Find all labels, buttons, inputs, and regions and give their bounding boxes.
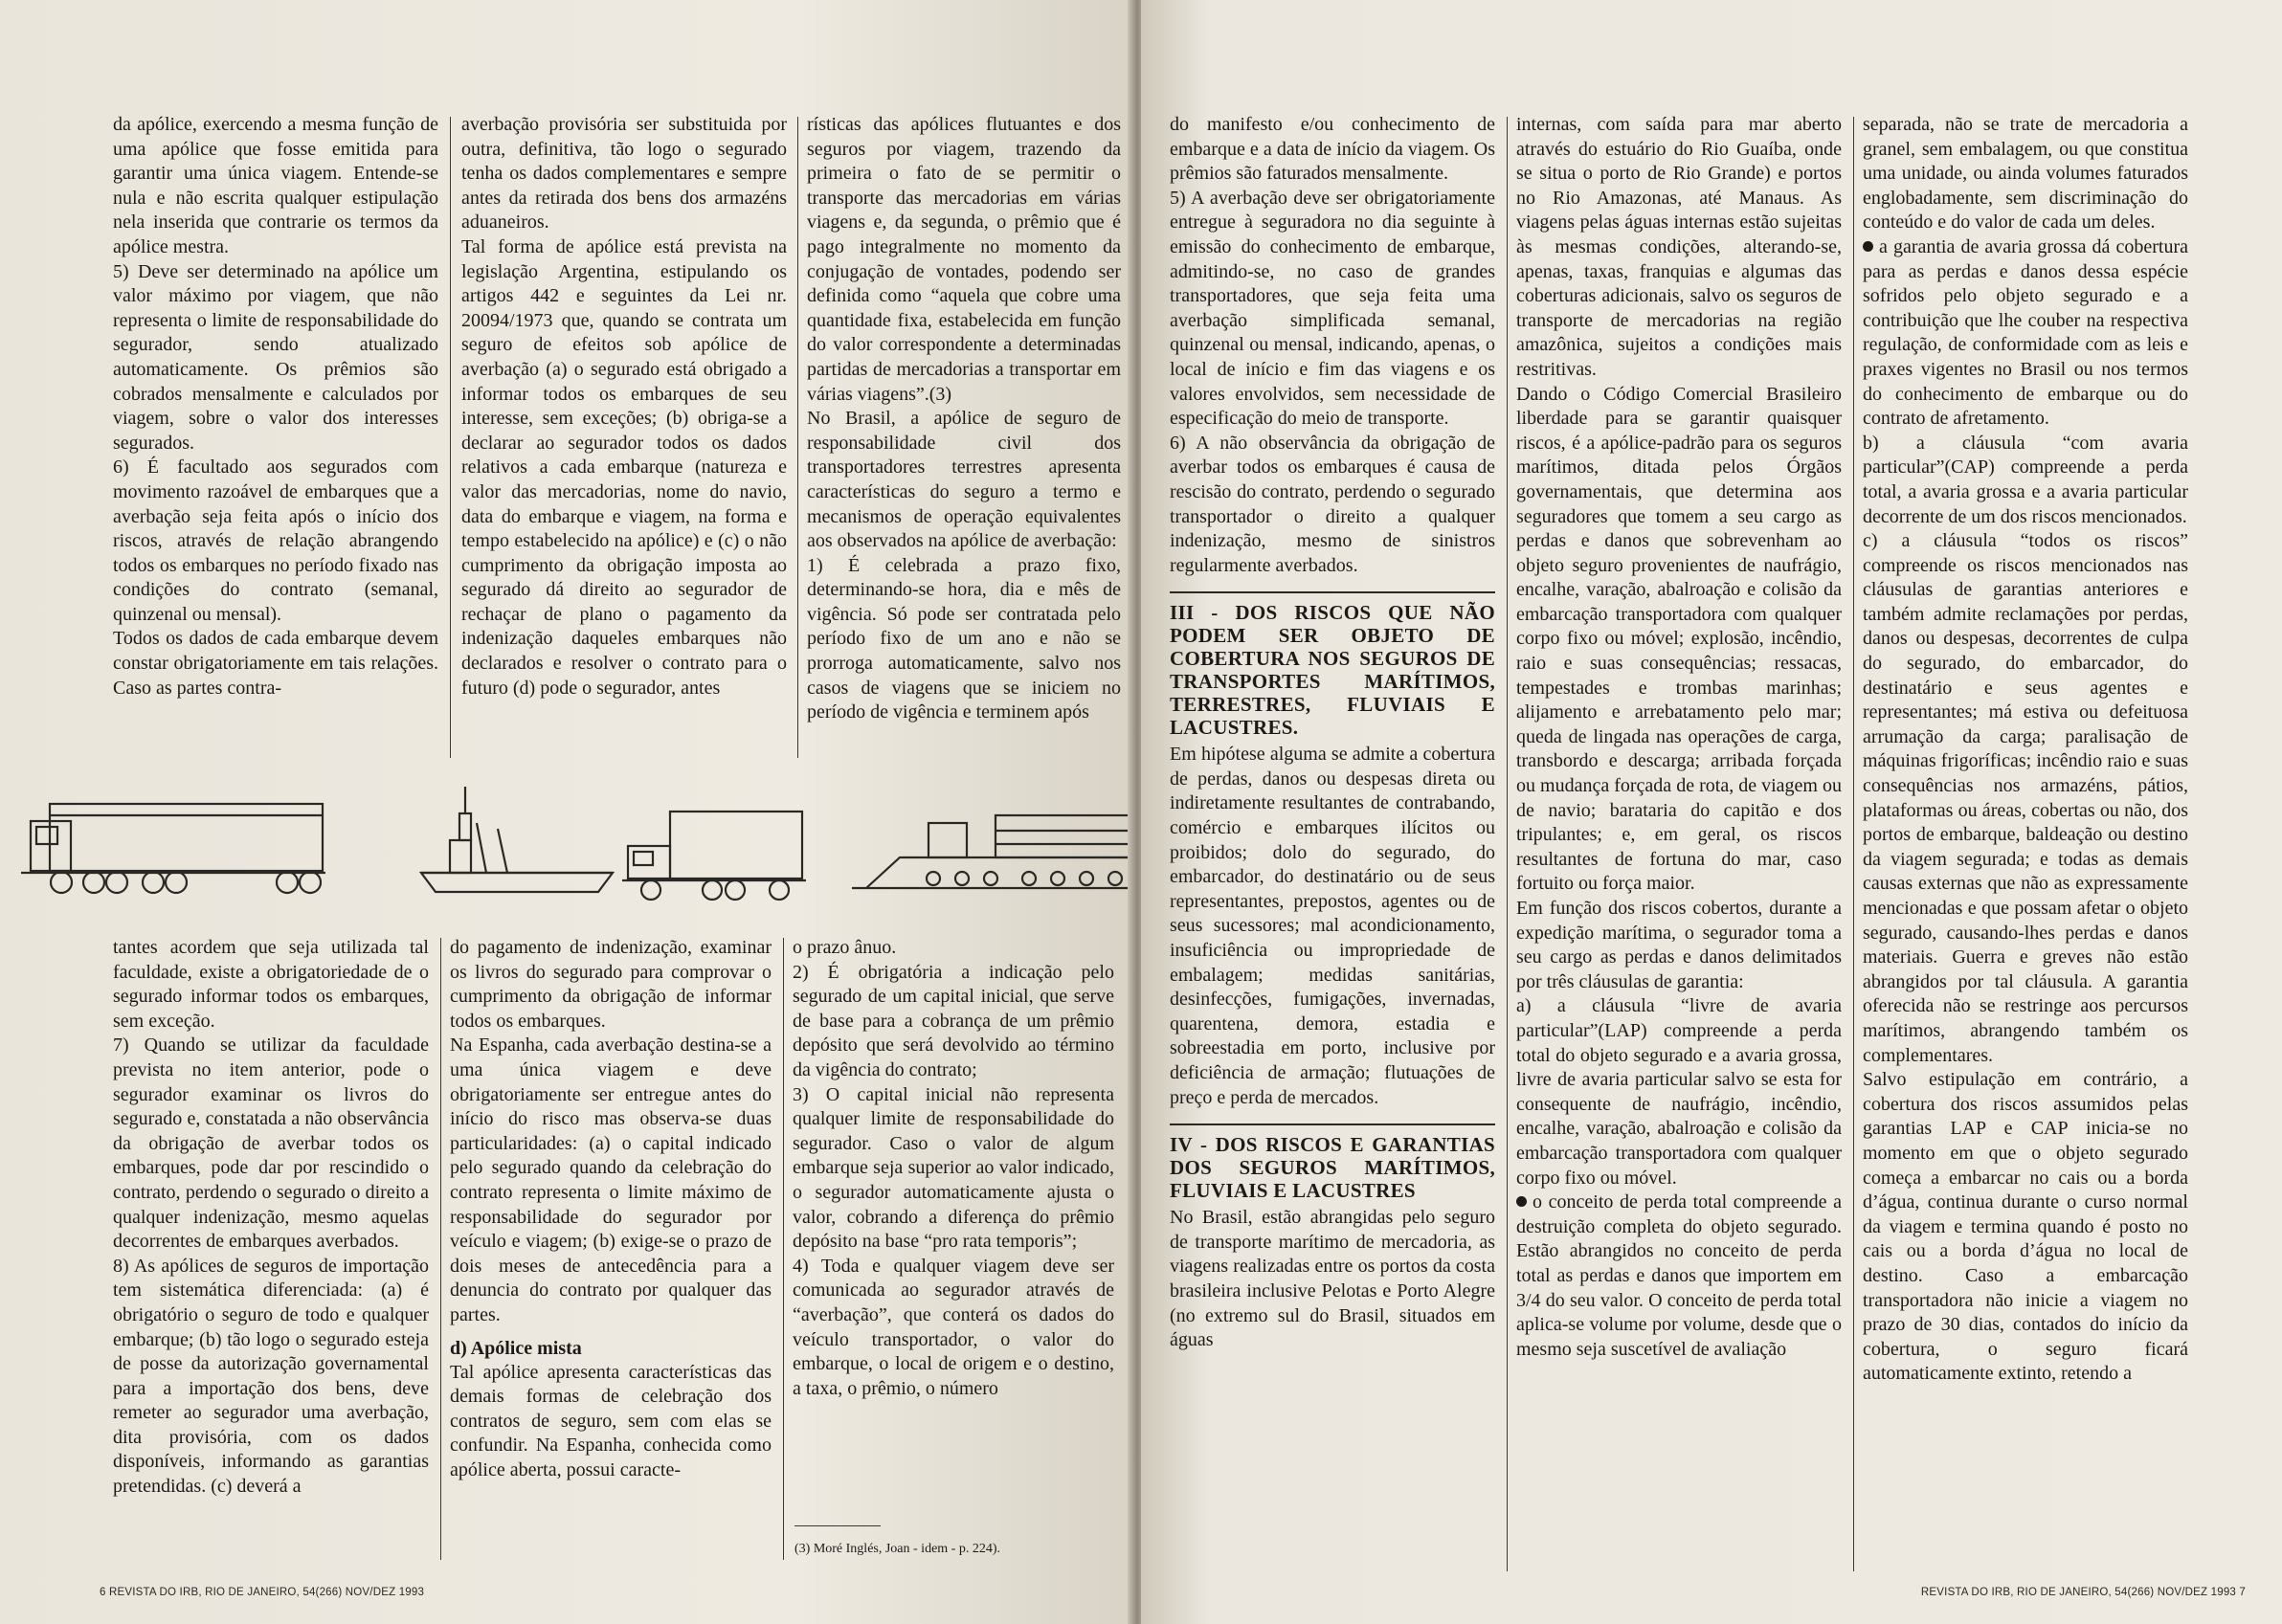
- left-page: [0, 0, 1133, 1624]
- footnote: (3) Moré Inglés, Joan - idem - p. 224).: [794, 1542, 1001, 1556]
- right-column-1: [1170, 113, 1495, 1587]
- text-block: Tal apólice apresenta características das demais formas de celebração dos contratos de seguro, sem com elas se confundir. Na Espanha, conhecida como apólice aberta, possui caracte-: [450, 1361, 772, 1480]
- section-rule: [1170, 1123, 1495, 1125]
- column-rule: [450, 117, 451, 758]
- column-rule: [440, 938, 441, 1560]
- text-block: da apólice, exercendo a mesma função de uma apólice que fosse emitida para garantir uma única viagem. Entende-se nula e não escrita qualquer estipulação nela inserida que contrarie os termos da apólice mestra. 5) Deve ser determinado na apólice um valor máximo por viagem, que não representa o limite de responsabilidade do segurador, sendo atualizado automaticamente. Os prêmios são cobrados mensalmente e calculados por viagem, sobre o valor dos interesses segurados. 6) É facultado aos segurados com movimento razoável de embarques que a averbação seja feita após o início dos riscos, através de relação abrangendo todos os embarques no período fixado nas condições do contrato (semanal, quinzenal ou mensal). Todos os dados de cada embarque devem constar obrigatoriamente em tais relações. Caso as partes contra-: [113, 114, 438, 699]
- text-block: do manifesto e/ou conhecimento de embarque e a data de início da viagem. Os prêmios são faturados mensalmente. 5) A averbação deve ser obrigatoriamente entregue à seguradora no dia seguinte à emissão do conhecimento de embarque, admitindo-se, no caso de grandes transportadores, que seja feita uma averbação simplificada semanal, quinzenal ou mensal, indicando, apenas, o local de início e fim das viagens e os valores envolvidos, sem necessidade de especificação do meio de transporte. 6) A não observância da obrigação de averbar todos os embarques é causa de rescisão do contrato, perdendo o segurado transportador o direito a qualquer indenização, mesmo de sinistros regularmente averbados.: [1170, 114, 1495, 576]
- left-bottom-column-3: [793, 936, 1114, 1472]
- bullet-icon: [1516, 1196, 1527, 1207]
- box-truck-icon: [622, 812, 806, 900]
- right-page: [1141, 0, 2282, 1624]
- text-block: averbação provisória ser substituida por outra, definitiva, tão logo o segurado tenha os dados complementares e sempre antes da retirada dos bens dos armazéns aduaneiros. Tal forma de apólice está prevista na legislação Argentina, estipulando os artigos 442 e seguintes da Lei nr. 20094/1973 que, quando se contrata um seguro de efeitos sob apólice de averbação (a) o segurado está obrigado a informar todos os embarques de seu interesse, sem exceções; (b) obriga-se a declarar ao segurador todos os dados relativos a cada embarque (natureza e valor das mercadorias, nome do navio, data do embarque e viagem, na forma e tempo estabelecido na apólice) e (c) o não cumprimento da obrigação imposta ao segurado dá direito ao segurador de rechaçar de plano o pagamento da indenização daqueles embarques não declarados e resolver o contrato para o futuro (d) pode o segurador, antes: [461, 114, 787, 699]
- right-column-2: [1516, 113, 1842, 1587]
- text-block: internas, com saída para mar aberto através do estuário do Rio Guaíba, onde se situa o porto de Rio Grande) e portos no Rio Amazonas, até Manaus. As viagens pelas águas internas estão sujeitas às mesmas condições, alterando-se, apenas, taxas, franquias e algumas das coberturas adicionais, salvo os seguros de transporte de mercadorias na região amazônica, sujeitos a condições mais restritivas. Dando o Código Comercial Brasileiro liberdade para se garantir quaisquer riscos, é a apólice-padrão para os seguros marítimos, ditada pelos Órgãos governamentais, que determina aos seguradores que tomem a seu cargo as perdas e danos que sobrevenham ao objeto seguro provenientes de naufrágio, encalhe, varação, abalroação e colisão da embarcação transportadora com qualquer corpo fixo ou móvel; explosão, incêndio, raio e suas consequências; ressacas, tempestades e trombas marinhas; alijamento e arrebatamento pelo mar; queda de lingada nas operações de carga, transbordo e descarga; arribada forçada ou mudança forçada de rota, de viagem ou de navio; barataria do capitão e dos tripulantes; e, em geral, os riscos resultantes de fortuna do mar, caso fortuito ou força maior. Em função dos riscos cobertos, durante a expedição marítima, o segurador toma a seu cargo as perdas e danos delimitados por três cláusulas de garantia: a) a cláusula “livre de avaria particular”(LAP) compreende a perda total do objeto segurado e a avaria grossa, livre de avaria particular salvo se esta for consequente de naufrágio, incêndio, encalhe, varação, abalroação e colisão da embarcação transportadora com qualquer corpo fixo ou móvel.: [1516, 114, 1842, 1189]
- heading-section-iv: IV - DOS RISCOS E GARANTIAS DOS SEGUROS MARÍTIMOS, FLUVIAIS E LACUSTRES: [1170, 1133, 1495, 1203]
- column-rule: [1853, 117, 1854, 1571]
- text-block: a garantia de avaria grossa dá cobertura para as perdas e danos dessa espécie sofridos pelo objeto segurado e a contribuição que lhe couber na respectiva regulação, de conformidade com as leis e praxes vigentes no Brasil ou nos termos do conhecimento de embarque ou do contrato de afretamento. b) a cláusula “com avaria particular”(CAP) compreende a perda total, a avaria grossa e a avaria particular decorrente de um dos riscos mencionados. c) a cláusula “todos os riscos” compreende os riscos mencionados nas cláusulas de garantias anteriores e também admite reclamações por perdas, danos ou despesas, decorrentes de culpa do segurado, do embarcador, do destinatário e seus agentes e representantes; má estiva ou defeituosa arrumação da carga; paralisação de máquinas frigoríficas; incêndio raio e suas consequências nos armazéns, pátios, plataformas ou áreas, cobertas ou não, dos portos de embarque, baldeação ou destino da viagem segurada; e todas as demais causas externas que não as expressamente mencionadas e que possam afetar o objeto segurado, causando-lhes perdas e danos materiais. Guerra e greves não estão abrangidos por tal cláusula. A garantia oferecida não se restringe aos percursos marítimos, abrangendo também os complementares. Salvo estipulação em contrário, a cobertura dos riscos assumidos pelas garantias LAP e CAP inicia-se no momento em que o objeto segurado começa a embarcar no cais ou a borda d’água, continua durante o curso normal da viagem e termina quando é posto no cais ou a borda d’água no local de destino. Caso a embarcação transportadora não inicie a viagem no prazo de 30 dias, contados do início da cobertura, o seguro ficará automaticamente extinto, retendo a: [1863, 235, 2188, 1385]
- left-top-column-3: [807, 113, 1121, 754]
- text-block: o prazo ânuo. 2) É obrigatória a indicação pelo segurado de um capital inicial, que serve de base para a cobrança de um prêmio depósito que será devolvido ao término da vigência do contrato; 3) O capital inicial não representa qualquer limite de responsabilidade do segurador. Caso o valor de algum embarque seja superior ao valor indicado, o segurador automaticamente ajusta o valor, cobrando a diferença do prêmio depósito na base “pro rata temporis”; 4) Toda e qualquer viagem deve ser comunicada ao segurador através de “averbação”, que conterá os dados do veículo transportador, o valor do embarque, o local de origem e o destino, a taxa, o prêmio, o número: [793, 937, 1114, 1399]
- bullet-paragraph: [1863, 235, 2188, 1387]
- page-folio: 6 REVISTA DO IRB, RIO DE JANEIRO, 54(266) NOV/DEZ 1993: [100, 1587, 425, 1598]
- left-top-column-1: [113, 113, 438, 754]
- right-column-3: [1863, 113, 2188, 1587]
- locomotive-icon: [852, 815, 1133, 888]
- left-top-column-2: [461, 113, 787, 754]
- bullet-paragraph: [1516, 1190, 1842, 1362]
- column-rule: [797, 117, 798, 758]
- text-block: No Brasil, estão abrangidas pelo seguro de transporte marítimo de mercadoria, as viagens realizadas entre os portos da costa brasileira inclusive Pelotas e Porto Alegre (no extremo sul do Brasil, situados em águas: [1170, 1207, 1495, 1351]
- text-block: Em hipótese alguma se admite a cobertura de perdas, danos ou despesas direta ou indiretamente resultantes de contrabando, comércio e embarques ilícitos ou proibidos; dolo do segurado, do embarcador, do destinatário ou de seus representantes, prepostos, agentes ou de seus sucessores; mal acondicionamento, insuficiência ou impropriedade de embalagem; medidas sanitárias, desinfecções, fumigações, invernadas, quarentena, demora, estadia e sobreestadia em porto, inclusive por deficiência de armação; flutuações de preço e perda de mercados.: [1170, 744, 1495, 1108]
- column-rule: [783, 938, 784, 1560]
- cargo-ship-icon: [421, 787, 613, 892]
- page-folio: REVISTA DO IRB, RIO DE JANEIRO, 54(266) NOV/DEZ 1993 7: [1920, 1587, 2246, 1598]
- footnote-rule: [794, 1525, 881, 1526]
- column-rule: [1507, 117, 1508, 1571]
- left-bottom-column-1: [113, 936, 429, 1568]
- section-rule: [1170, 591, 1495, 593]
- heading-section-iii: III - DOS RISCOS QUE NÃO PODEM SER OBJETO DE COBERTURA NOS SEGUROS DE TRANSPORTES MARÍTIMOS, TERRESTRES, FLUVIAIS E LACUSTRES.: [1170, 601, 1495, 740]
- semi-truck-icon: [21, 804, 325, 893]
- text-block: separada, não se trate de mercadoria a granel, sem embalagem, ou que constitua uma unidade, ou ainda volumes faturados englobadamente, sem discriminação do conteúdo e do valor de cada um deles.: [1863, 114, 2188, 234]
- bullet-icon: [1863, 241, 1873, 252]
- subheading-apolice-mista: d) Apólice mista: [450, 1337, 582, 1359]
- text-block: tantes acordem que seja utilizada tal faculdade, existe a obrigatoriedade de o segurado informar todos os embarques, sem exceção. 7) Quando se utilizar da faculdade prevista no item anterior, pode o segurador examinar os livros do segurado e, constatada a não observância da obrigação de averbar todos os embarques, pode dar por rescindido o contrato, perdendo o segurado o direito a qualquer indenização, mesmo aquelas decorrentes de embarques averbados. 8) As apólices de seguros de importação tem sistemática diferenciada: (a) é obrigatório o seguro de todo e qualquer embarque; (b) tão logo o segurado esteja de posse da autorização governamental para a importação dos bens, deve remeter ao segurador uma averbação, dita provisória, com os dados disponíveis, informando as garantias pretendidas. (c) deverá a: [113, 937, 429, 1498]
- text-block: rísticas das apólices flutuantes e dos seguros por viagem, trazendo da primeira o fato de se permitir o transporte das mercadorias em várias viagens e, da segunda, o prêmio que é pago integralmente no momento da conjugação de vontades, podendo ser definida como “aquela que cobre uma quantidade fixa, estabelecida em função do valor correspondente a determinadas partidas de mercadorias a transportar em várias viagens”.(3) No Brasil, a apólice de seguro de responsabilidade civil dos transportadores terrestres apresenta características do seguro a termo e mecanismos de operação equivalentes aos observados na apólice de averbação: 1) É celebrada a prazo fixo, determinando-se hora, dia e mês de vigência. Só pode ser contratada pelo período fixo de um ano e não se prorroga automaticamente, salvo nos casos de viagens que se iniciem no período de vigência e terminem após: [807, 114, 1121, 723]
- left-bottom-column-2: [450, 936, 772, 1568]
- text-block: o conceito de perda total compreende a destruição completa do objeto segurado. Estão abrangidos no conceito de perda total as perdas e danos que importem em 3/4 do seu valor. O conceito de perda total aplica-se volume por volume, desde que o mesmo seja suscetível de avaliação: [1516, 1191, 1842, 1360]
- text-block: do pagamento de indenização, examinar os livros do segurado para comprovar o cumprimento da obrigação de informar todos os embarques. Na Espanha, cada averbação destina-se a uma única viagem e deve obrigatoriamente ser entregue antes do início do risco mas observa-se duas particularidades: (a) o capital indicado pelo segurado quando da celebração do contrato representa o limite máximo de responsabilidade do segurador por veículo e viagem; (b) exige-se o prazo de dois meses de antecedência para a denuncia do contrato por qualquer das partes.: [450, 937, 772, 1325]
- transport-vehicles-illustration: [0, 766, 1133, 919]
